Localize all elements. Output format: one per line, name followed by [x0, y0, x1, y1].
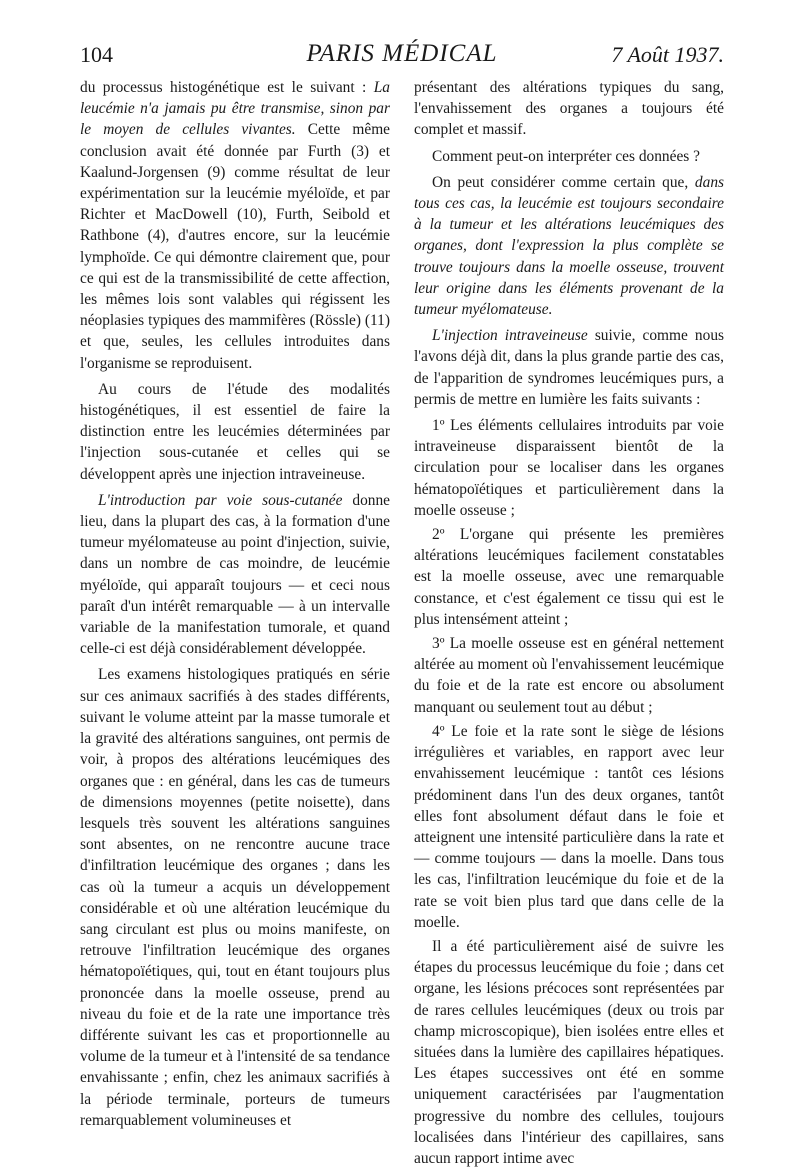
paragraph: Les examens histologiques pratiqués en série sur ces animaux sacrifiés à des stades différents, suivant le volume atteint par la masse tumorale et la gravité des altérations sanguines, ont permis de voir, à propos des altérations leucémiques des organes que : en général, dans les cas de tumeurs de dimensions moyennes (petite noisette), dans lesquels très souvent les altérations sanguines sont absentes, on ne rencontre aucune trace d'infiltration leucémique des organes ; dans les cas où la tumeur a acquis un développement considérable et où une altération leucémique du sang circulant est plus ou moins manifeste, on retrouve l'infiltration leucémique des organes hématopoïétiques, qui, tout en étant toujours plus prononcée dans la moelle osseuse, prend au niveau du foie et de la rate une importance très différente suivant les cas et proportionnelle au volume de la tumeur et à l'intensité de sa tendance envahissante ; enfin, chez les animaux sacrifiés à la période terminale, porteurs de tumeurs remarquablement volumineuses et: [80, 666, 390, 1129]
paragraph: Il a été particulièrement aisé de suivre les étapes du processus leucémique du foie ; dans cet organe, les lésions précoces sont représentées par de rares cellules leucémiques (deux ou trois par champ microscopique), bien isolées entre elles et situées dans la lumière des capillaires hépatiques. Les étapes successives ont été en somme uniquement caractérisées par l'augmentation progressive du nombre des cellules, toujours localisées dans l'intérieur des capillaires, sans aucun rapport intime avec: [414, 937, 724, 1167]
italic-text: La leucémie n'a jamais pu être transmise, sinon par le moyen de cellules vivantes.: [80, 79, 390, 139]
paragraph: [414, 172, 724, 320]
text-run: Cette même conclusion avait été donnée par Furth (3) et Kaalund-Jorgensen (9) comme résultat de leur expérimentation sur la leucémie myéloïde, et par Richter et MacDowell (10), Furth, Seibold et Rathbone (4), d'autres encore, sur la leucémie lymphoïde. Ce qui démontre clairement que, pour ce qui est de la transmissibilité de cette affection, les mêmes lois sont valables qui régissent les néoplasies typiques des mammifères (Rössle) (11) et que, seules, les cellules introduites dans l'organisme se reproduisent.: [80, 121, 390, 372]
text-run: du processus histogénétique est le suivant :: [80, 79, 374, 96]
page-number: 104: [80, 42, 113, 67]
italic-text: L'introduction par voie sous-cutanée: [98, 491, 343, 509]
numbered-item: 3º La moelle osseuse est en général nettement altérée au moment où l'envahissement leucémique du foie et de la rate est encore ou absolument manquant ou seulement tout au début ;: [414, 635, 724, 716]
left-column: [80, 77, 390, 1136]
journal-title: PARIS MÉDICAL: [306, 40, 498, 67]
text-run: suivie, comme nous l'avons déjà dit, dans la plus grande partie des cas, de l'apparition de syndromes leucémiques purs, a permis de mettre en lumière les faits suivants :: [414, 327, 724, 408]
numbered-item: 4º Le foie et la rate sont le siège de lésions irrégulières et variables, en rapport avec leur envahissement leucémique : tantôt ces lésions prédominent dans l'un des deux organes, tantôt elles font absolument défaut dans le foie et atteignent une intensité particulière dans la rate et — comme toujours — dans la moelle. Dans tous les cas, l'infiltration leucémique du foie et de la rate se voit bien plus tard que dans celle de la moelle.: [414, 722, 724, 931]
right-column: [414, 77, 724, 1174]
paragraph: [80, 77, 390, 374]
paragraph: Comment peut-on interpréter ces données ?: [432, 147, 700, 165]
numbered-item: 1º Les éléments cellulaires introduits par voie intraveineuse disparaissent bientôt de la circulation pour se localiser dans les organes hématopoïétiques et particulièrement dans la moelle osseuse ;: [414, 417, 724, 519]
paragraph: [80, 490, 390, 660]
text-run: donne lieu, dans la plupart des cas, à la formation d'une tumeur myélomateuse au point d'injection, suivie, dans un nombre de cas moindre, de leucémie myéloïde, qui apparaît toujours — et ceci nous paraît d'un intérêt remarquable — à un intervalle variable de la manifestation tumorale, et quand celle-ci est déjà considérablement développée.: [80, 491, 390, 658]
italic-text: dans tous ces cas, la leucémie est toujours secondaire à la tumeur et les altérations leucémiques des organes, dont l'expression la plus complète se trouve toujours dans la moelle osseuse, trouvent leur origine dans les éléments provenant de la tumeur myélomateuse.: [414, 173, 724, 319]
paragraph: [414, 325, 724, 410]
issue-date: 7 Août 1937.: [611, 42, 724, 67]
numbered-item: 2º L'organe qui présente les premières altérations leucémiques facilement constatables est la moelle osseuse, avec une remarquable constance, et c'est également ce tissu qui est le plus intensément atteint ;: [414, 526, 724, 628]
page-header: [80, 40, 724, 74]
text-run: On peut considérer comme certain que,: [432, 173, 695, 191]
paragraph: présentant des altérations typiques du sang, l'envahissement des organes a toujours été complet et massif.: [414, 79, 724, 139]
paragraph: Au cours de l'étude des modalités histogénétiques, il est essentiel de faire la distinction entre les leucémies déterminées par l'injection sous-cutanée et celles qui se développent après une injection intraveineuse.: [80, 380, 390, 483]
italic-text: L'injection intraveineuse: [432, 327, 588, 345]
